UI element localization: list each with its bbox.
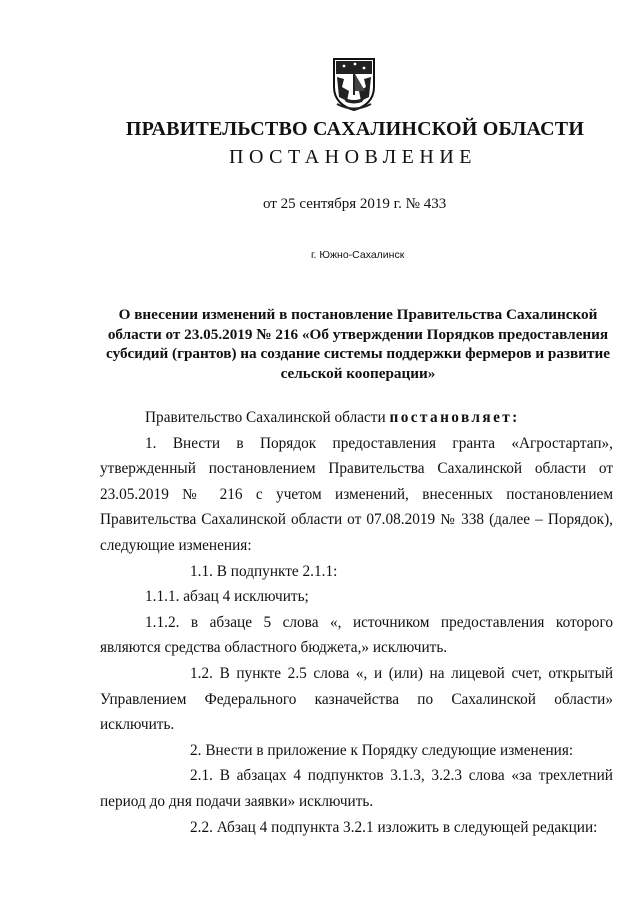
paragraph-number: 1.1. bbox=[190, 562, 213, 580]
document-date-number: от 25 сентября 2019 г. № 433 bbox=[263, 196, 447, 212]
document-city: г. Южно-Сахалинск bbox=[311, 249, 405, 261]
decree-word: постановляет: bbox=[389, 409, 520, 426]
paragraph-2 bbox=[100, 738, 613, 764]
document-type: ПОСТАНОВЛЕНИЕ bbox=[229, 146, 477, 168]
paragraph-text: В подпункте 2.1.1: bbox=[216, 562, 338, 580]
government-title: ПРАВИТЕЛЬСТВО САХАЛИНСКОЙ ОБЛАСТИ bbox=[125, 118, 585, 140]
paragraph-number: 1.2. bbox=[190, 664, 213, 682]
paragraph-number: 2.1. bbox=[190, 767, 213, 785]
paragraph-text: Абзац 4 подпункта 3.2.1 изложить в следующей редакции: bbox=[216, 818, 598, 836]
paragraph-text: Внести в приложение к Порядку следующие изменения: bbox=[205, 741, 574, 759]
paragraph-1-1-2: 1.1.2. в абзаце 5 слова «, источником предоставления которого являются средства областного бюджета,» исключить. bbox=[100, 613, 613, 657]
coat-of-arms-icon bbox=[329, 57, 379, 111]
paragraph-text: В абзацах 4 подпунктов 3.1.3, 3.2.3 слова «за трехлетний период до дня подачи заявки» исключить. bbox=[100, 767, 613, 810]
preamble bbox=[100, 405, 613, 431]
paragraph-2-2 bbox=[100, 815, 613, 841]
paragraph-number: 2.2. bbox=[190, 818, 213, 836]
paragraph-1-2 bbox=[100, 661, 613, 738]
paragraph-1-1-1: 1.1.1. абзац 4 исключить; bbox=[145, 588, 309, 606]
paragraph-1-1 bbox=[100, 559, 613, 585]
document-body bbox=[100, 405, 613, 840]
paragraph-number: 2. bbox=[190, 741, 202, 759]
preamble-text: Правительство Сахалинской области bbox=[145, 409, 390, 426]
document-subject: О внесении изменений в постановление Правительства Сахалинской области от 23.05.2019 № 216 «Об утверждении Порядков предоставления субсидий (грантов) на создание системы поддержки фермеров и развитие сельской кооперации» bbox=[106, 306, 610, 382]
paragraph-text: В пункте 2.5 слова «, и (или) на лицевой счет, открытый Управлением Федерального казначейства по Сахалинской области» исключить. bbox=[100, 664, 614, 734]
paragraph-2-1 bbox=[100, 763, 613, 814]
paragraph-1: 1. Внести в Порядок предоставления гранта «Агростартап», утвержденный постановлением Правительства Сахалинской области от 23.05.2019 № 216 с учетом изменений, внесенных постановлением Правительства Сахалинской области от 07.08.2019 № 338 (далее – Порядок), следующие изменения: bbox=[100, 434, 613, 554]
